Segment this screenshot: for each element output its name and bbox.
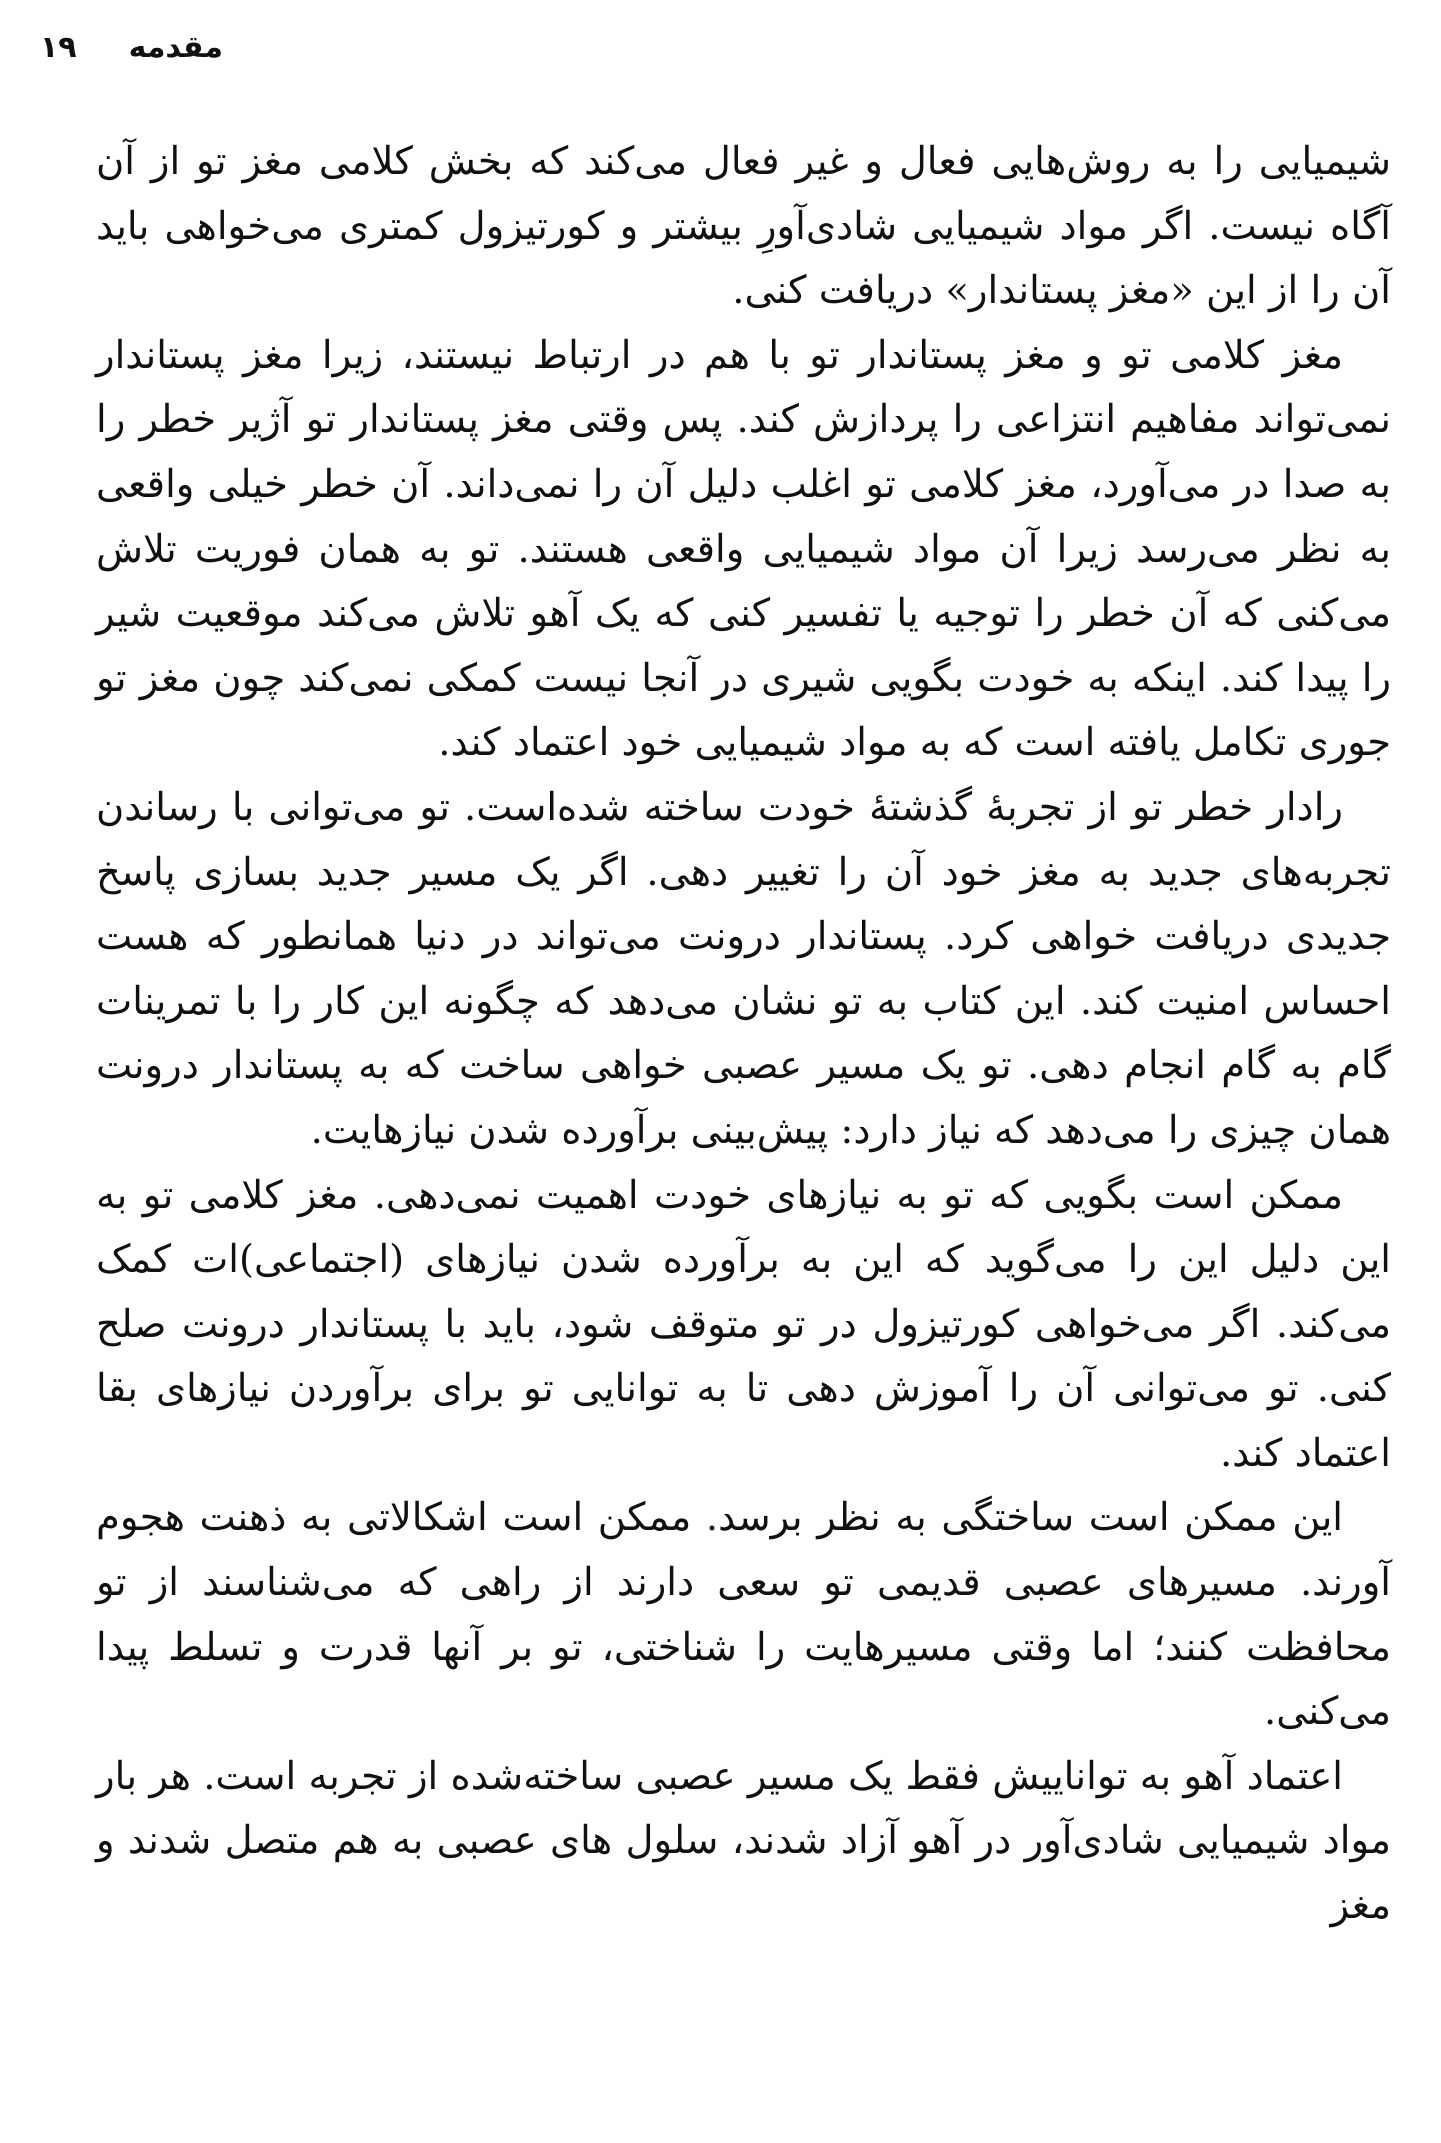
body-text: [96, 130, 1391, 1939]
paragraph: این ممکن است ساختگی به نظر برسد. ممکن است اشکالاتی به ذهنت هجوم آورند. مسیرهای عصبی قدیمی تو سعی دارند از راهی که می‌شناسند از تو محافظت کنند؛ اما وقتی مسیرهایت را شناختی، تو بر آنها قدرت و تسلط پیدا می‌کنی.: [96, 1495, 1391, 1735]
paragraph: شیمیایی را به روش‌هایی فعال و غیر فعال می‌کند که بخش کلامی مغز تو از آن آگاه نیست. اگر مواد شیمیایی شادی‌آورِ بیشتر و کورتیزول کمتری می‌خواهی باید آن را از این «مغز پستاندار» دریافت کنی.: [96, 139, 1391, 314]
chapter-title: مقدمه: [128, 30, 223, 65]
paragraph: رادار خطر تو از تجربهٔ گذشتهٔ خودت ساخته شده‌است. تو می‌توانی با رساندن تجربه‌های جدید به مغز خود آن را تغییر دهی. اگر یک مسیر جدید بسازی پاسخ جدیدی دریافت خواهی کرد. پستاندار درونت می‌تواند در دنیا همانطور که هست احساس امنیت کند. این کتاب به تو نشان می‌دهد که چگونه این کار را با تمرینات گام به گام انجام دهی. تو یک مسیر عصبی خواهی ساخت که به پستاندار درونت همان چیزی را می‌دهد که نیاز دارد: پیش‌بینی برآورده شدن نیازهایت.: [96, 784, 1391, 1153]
page-number: ۱۹: [40, 30, 77, 65]
paragraph: مغز کلامی تو و مغز پستاندار تو با هم در ارتباط نیستند، زیرا مغز پستاندار نمی‌تواند مفاهیم انتزاعی را پردازش کند. پس وقتی مغز پستاندار تو آژیر خطر را به صدا در می‌آورد، مغز کلامی تو اغلب دلیل آن را نمی‌داند. آن خطر خیلی واقعی به نظر می‌رسد زیرا آن مواد شیمیایی واقعی هستند. تو به همان فوریت تلاش می‌کنی که آن خطر را توجیه یا تفسیر کنی که یک آهو تلاش می‌کند موقعیت شیر را پیدا کند. اینکه به خودت بگویی شیری در آنجا نیست کمکی نمی‌کند چون مغز تو جوری تکامل یافته است که به مواد شیمیایی خود اعتماد کند.: [96, 332, 1391, 766]
running-header: [40, 28, 223, 68]
paragraph: اعتماد آهو به تواناییش فقط یک مسیر عصبی ساخته‌شده از تجربه است. هر بار مواد شیمیایی شادی‌آور در آهو آزاد شدند، سلول های عصبی به هم متصل شدند و مغز: [96, 1753, 1391, 1929]
paragraph: ممکن است بگویی که تو به نیازهای خودت اهمیت نمی‌دهی. مغز کلامی تو به این دلیل این را می‌گوید که این به برآورده شدن نیازهای (اجتماعی)ات کمک می‌کند. اگر می‌خواهی کورتیزول در تو متوقف شود، باید با پستاندار درونت صلح کنی. تو می‌توانی آن را آموزش دهی تا به توانایی تو برای برآوردن نیازهای بقا اعتماد کند.: [96, 1172, 1391, 1476]
